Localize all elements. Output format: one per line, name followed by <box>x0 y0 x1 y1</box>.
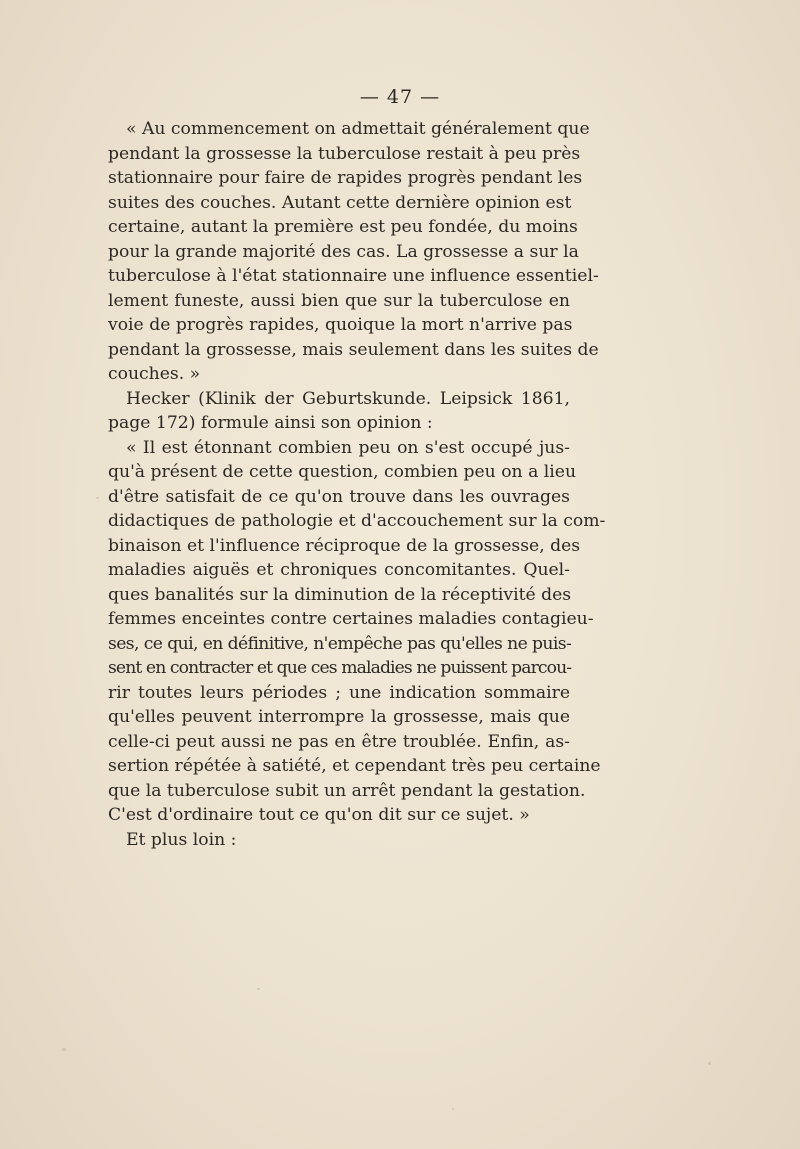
paper-speck <box>62 1048 66 1051</box>
text-line: stationnaire pour faire de rapides progrès pendant les <box>108 168 583 188</box>
text-line: lement funeste, aussi bien que sur la tuberculose en <box>108 290 570 311</box>
text-line: couches. » <box>108 364 201 384</box>
paper-speck <box>452 1108 454 1110</box>
text-line: que la tuberculose subit un arrêt pendant la gestation. <box>108 780 586 801</box>
page-number: — 47 — <box>359 86 441 108</box>
text-line: ques banalités sur la diminution de la réceptivité des <box>108 584 572 605</box>
text-line: sertion répétée à satiété, et cependant très peu certaine <box>108 756 601 776</box>
text-line: binaison et l'influence réciproque de la grossesse, des <box>108 535 581 556</box>
text-line: « Il est étonnant combien peu on s'est occupé jus- <box>126 437 570 458</box>
text-line: page 172) formule ainsi son opinion : <box>108 413 433 433</box>
paragraph-hecker-intro <box>108 387 570 436</box>
paper-speck <box>708 1062 711 1065</box>
text-line: certaine, autant la première est peu fondée, du moins <box>108 217 578 237</box>
text-line: suites des couches. Autant cette dernière opinion est <box>108 192 572 213</box>
text-line: pendant la grossesse la tuberculose restait à peu près <box>108 143 581 164</box>
text-line: didactiques de pathologie et d'accouchement sur la com- <box>108 511 606 531</box>
text-line: Et plus loin : <box>126 829 237 850</box>
text-line: rir toutes leurs périodes ; une indication sommaire <box>108 682 570 703</box>
text-line: tuberculose à l'état stationnaire une influence essentiel- <box>108 266 599 286</box>
text-line: d'être satisfait de ce qu'on trouve dans les ouvrages <box>108 486 570 507</box>
text-line: ses, ce qui, en définitive, n'empêche pas qu'elles ne puis- <box>108 633 572 654</box>
text-line: celle-ci peut aussi ne pas en être troublée. Enfin, as- <box>108 731 570 752</box>
paper-speck <box>96 497 99 499</box>
text-line: Hecker (Klinik der Geburtskunde. Leipsick 1861, <box>126 388 570 409</box>
text-line: pour la grande majorité des cas. La grossesse a sur la <box>108 241 579 262</box>
paragraph-closing <box>108 828 570 853</box>
text-line: voie de progrès rapides, quoique la mort n'arrive pas <box>108 315 573 335</box>
text-line: femmes enceintes contre certaines maladies contagieu- <box>108 609 594 629</box>
text-line: qu'elles peuvent interrompre la grossesse, mais que <box>108 707 570 727</box>
body-text <box>108 117 606 852</box>
text-line: qu'à présent de cette question, combien peu on a lieu <box>108 462 577 482</box>
paper-speck <box>257 988 260 990</box>
text-line: pendant la grossesse, mais seulement dans les suites de <box>108 339 599 360</box>
paragraph-quote-1 <box>108 117 599 387</box>
paragraph-quote-2 <box>108 436 606 828</box>
text-line: C'est d'ordinaire tout ce qu'on dit sur ce sujet. » <box>108 805 530 825</box>
text-line: maladies aiguës et chroniques concomitantes. Quel- <box>108 560 570 580</box>
text-line: sent en contracter et que ces maladies ne puissent parcou- <box>108 658 572 678</box>
text-line: « Au commencement on admettait généralement que <box>126 119 590 139</box>
